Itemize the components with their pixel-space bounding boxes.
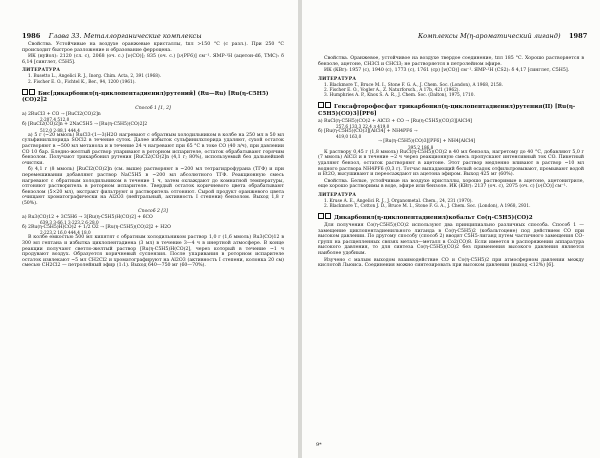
right-page bbox=[302, 0, 600, 458]
procedure-paragraph: Изучено с малым выходом взаимодействие CO и Co(η-C5H5)2 при атмосферном давлении между кислотой Льюиса. Соединения можно синтезировать при высоком давлении (выход <12%) [6]. bbox=[318, 257, 584, 269]
square-bullet-icon bbox=[325, 102, 331, 108]
equation-masses: 512,0 2·88,1 444,4 bbox=[40, 127, 80, 133]
compound-title: Гексафторофосфат трикарбонил(η-циклопентадиенил)рутения(II) [Ru(η-C5H5)(CO)3][PF6] bbox=[318, 104, 576, 117]
reference-item: 1. Blackmore T., Bruce M. I., Stone F. G. A., J. Chem. Soc. (London), A 1968, 2158. bbox=[324, 82, 503, 88]
method-label: Способ 2 [3] bbox=[138, 208, 168, 214]
compound-title: Дикарбонил(η-циклопентадиенил)кобальт Co(η-C5H5)(CO)2 bbox=[333, 215, 533, 222]
compound-heading bbox=[318, 102, 584, 117]
compound-heading bbox=[22, 89, 284, 104]
reference-item: 2. Fischer E. O., Fichtel K., Ber., 94, 1200 (1961). bbox=[28, 79, 136, 85]
procedure-paragraph: В колбе емкостью 500 мл кипятят с обратным холодильником раствор 1,0 г (1,6 ммоль) Ru3(CO)12 в 300 мл гептана и избытка циклопентадиена (3 мл) в течение 3—4 ч в инертной атмосфере. В конце реакции получают светло-желтый раствор [Ru(η-C5H5)H(CO)2], через который в течение ~1 ч продувают воздух. Образуется коричневый суспензия. После упаривания в роторном испарителе остаток извлекают ~5 мл CH2Cl2 и хроматографируют на Al2O3 (активность I степени, колонка 20 см) смесью CH2Cl2 — петролейный эфир (1:1). Выход 640—750 мг (60—70%). bbox=[22, 235, 284, 269]
equation: → [Ru(η-C5H5)(CO)3][PF6] + NH4[AlCl4] bbox=[378, 139, 476, 145]
left-chapter-title: Глава 33. Металлорганические комплексы bbox=[48, 32, 202, 40]
equation: a) 2RuCl3 + CO → [RuCl2(CO)2]n bbox=[22, 111, 101, 117]
reference-item: 1. Kruse A. E., Angelici R. J., J. Organometal. Chem., 24, 231 (1970). bbox=[324, 198, 473, 204]
right-column bbox=[318, 56, 584, 270]
ir-data: ИК (нуйол): 2120 (сл. с), 2068 (оч. с.) [ν(CO)]; 835 (оч. с.) [ν(PF6)] см⁻¹. ЯМР-¹Н (ацетон-d6, ТМС): δ 6,14 [синглет, C5H5]. bbox=[22, 54, 284, 65]
equation: б) [RuCl2(CO)2]n + 2NaC5H5 → [Ru(η-C5H5)(CO)2]2 bbox=[22, 122, 148, 128]
square-bullet-icon bbox=[318, 213, 324, 219]
reference-item: 3. Humphries A. P., Knox S. A. R., J. Chem. Soc. (Dalton), 1975, 1710. bbox=[324, 93, 475, 99]
equation-masses: 395,2 186,8 bbox=[408, 144, 434, 150]
literature-label: ЛИТЕРАТУРА bbox=[318, 76, 357, 82]
procedure-paragraph: б) 4,1 г (8 ммоль) [RuCl2(CO)2]n (см. выше) растворяют в ~200 мл тетрагидрофурана (ТГФ) и при перемешивании добавляют раствор NaC5H5 в ~200 мл абсолютного ТГФ. Реакционную смесь нагревают с обратным холодильником в течение 1 ч, затем охлаждают до комнатной температуры, отгоняют растворитель в роторном испарителе. Твердый остаток коричневого цвета обрабатывают бензолом (5×20 мл), экстракт фильтруют и растворитель отгоняют. Сырой продукт оранжевого цвета очищают хроматографически на Al2O3 (нейтральный, активность I степени) бензолом. Выход 1,8 г (50%). bbox=[22, 167, 284, 206]
equation: a) Ru3(CO)12 + 3C5H6 → 3[Ru(η-C5H5)H(CO)2] + 6CO bbox=[22, 214, 153, 220]
properties-paragraph: Свойства. Оранжевое, устойчивое на воздухе твердое соединение, tпл 185 °С. Хорошо растворяется в бензоле, ацетоне, CH3Cl и CHCl3; не растворяется в петролейном эфире. bbox=[318, 56, 584, 67]
square-bullet-icon bbox=[318, 102, 324, 108]
equation-masses: 2·207,4 512,0 bbox=[40, 117, 70, 123]
equation: б) [Ru(η-C5H5)(CO)3][AlCl4] + NH4PF6 → bbox=[318, 128, 418, 134]
properties-paragraph: Свойства. Устойчивые на воздухе оранжевые кристаллы, tпл >150 °С (с разл.). При 250 °С происходит быстрое разложение и образование ферроцена. bbox=[22, 42, 284, 53]
right-chapter-title: Комплексы M(η-ароматический лиганд) bbox=[418, 32, 561, 40]
procedure-paragraph: Для получения Co(η-C5H5)(CO)2 используют два принципиально различных способа. Способ 1 — замещение циклопентадиенильного лиганда в Co(η-C5H5)2 (кобальтоцене) под действием CO при высоком давлении. По другому способу (способ 2) вводят C5H5-лиганд путем частичного замещения CO-групп на расщепленных связях металл—металл в Co2(CO)8. Если имеется в распоряжении аппаратура высокого давления, то для синтеза Co(η-C5H5)(CO)2 без применения высокого давления является наиболее удобным. bbox=[318, 222, 584, 256]
left-column bbox=[22, 42, 284, 270]
equation-masses: 2·223,2 16,0 444,4 18,0 bbox=[40, 230, 91, 236]
square-bullet-icon bbox=[325, 213, 331, 219]
procedure-paragraph: а) 5 г (~20 ммоль) RuCl3·(1—3)H2O нагревают с обратным холодильником в колбе на 250 мл в 50 мл сульфинилхлорида SOCl2 в течение суток. Далее избыток сульфинилхлорида удаляют, сухой остаток растворяют в ~500 мл метанола и в течение 24 ч нагревают при 65 °С в токе CO (40 л/ч), при давлении СО 10 бар. Бледно-желтый раствор упаривают в роторном испарителе, остаток обрабатывают горячим бензолом. Получают трикарбонил рутения [RuCl2(CO)2]n (4,1 г; 80%), используемый без дальнейшей очистки. bbox=[22, 132, 284, 166]
square-bullet-icon bbox=[22, 89, 28, 95]
equation: a) RuCl(η-C5H5)(CO)2 + AlCl3 + CO → [Ru(η-C5H5)(CO)3][AlCl4] bbox=[318, 118, 473, 124]
signature-mark: 9* bbox=[316, 442, 322, 448]
square-bullet-icon bbox=[29, 89, 35, 95]
literature-label: ЛИТЕРАТУРА bbox=[318, 192, 357, 198]
properties-paragraph: Свойства. Белые, устойчивые на воздухе кристаллы, хорошо растворимые в ацетоне, ацетонитриле, еще хорошо растворимы в воде, эфире или бензоле. ИК (KBr): 2137 (оч. с), 2075 (оч. с) [ν(CO)] см⁻¹. bbox=[318, 178, 584, 190]
right-page-number: 1987 bbox=[568, 32, 588, 40]
procedure-paragraph: К раствору 0,45 г (1,8 ммоль) RuCl(η-C5H5)(CO)2 в 40 мл бензола, нагретому до 40 °С, добавляют 5,0 г (7 ммоль) AlCl3 и в течение ~2 ч через реакционную смесь пропускают интенсивный ток CO. Пикетный удаляют бензол, остаток растворяют в ацетоне. Этот раствор медленно вливают в раствор ~10 мл водного раствора NH4PF6 (0,3 г). Тотчас выпадающий белый осадок отфильтровывают, промывают водой и Et2O, высушивают и переосаждают из ацетона эфиром. Выход 425 мг (60%). bbox=[318, 149, 584, 178]
right-running-head bbox=[418, 32, 587, 40]
ir-data: ИК (КBr): 1957 (с), 1940 (с), 1773 (с), 1761 (ср) [ν(CO)] см⁻¹. ЯМР-¹Н (CS2): δ 4,17 [синглет, C5H5]. bbox=[324, 68, 570, 74]
left-page bbox=[0, 0, 298, 458]
compound-heading bbox=[318, 213, 584, 222]
equation-masses: 257,6 133,3 22,4 л 419,0 bbox=[336, 123, 390, 129]
left-page-number: 1986 bbox=[22, 32, 41, 40]
left-running-head bbox=[22, 32, 202, 40]
equation-masses: 639,3 3·66,1 3·223,2 6·28,0 bbox=[40, 219, 99, 225]
reference-item: 2. Fischer E. O., Vogler A., Z. Naturforsch., A 17b, 421 (1962). bbox=[324, 87, 460, 93]
equation: б) 2Ru(η-C5H5)H(CO)2 + 1/2 O2 → [Ru(η-C5H5)(CO)2]2 + H2O bbox=[22, 224, 171, 230]
reference-item: 2. Blackmore T., Cotton J. D., Bruce M. I., Stone F. G. A., J. Chem. Soc. (London), A 1968, 2931. bbox=[324, 204, 531, 210]
equation-masses: 419,0 163,0 bbox=[336, 134, 362, 140]
reference-item: 1. Busetto L., Angelici R. J., Inorg. Chim. Acta, 2, 391 (1968). bbox=[28, 74, 162, 80]
method-label: Способ 1 [1, 2] bbox=[135, 105, 171, 111]
compound-title: Бис[дикарбонил(η-циклопентадиенил)рутений] (Ru—Ru) [Ru(η-C5H5)(CO)2]2 bbox=[22, 90, 269, 104]
literature-label: ЛИТЕРАТУРА bbox=[22, 68, 61, 74]
